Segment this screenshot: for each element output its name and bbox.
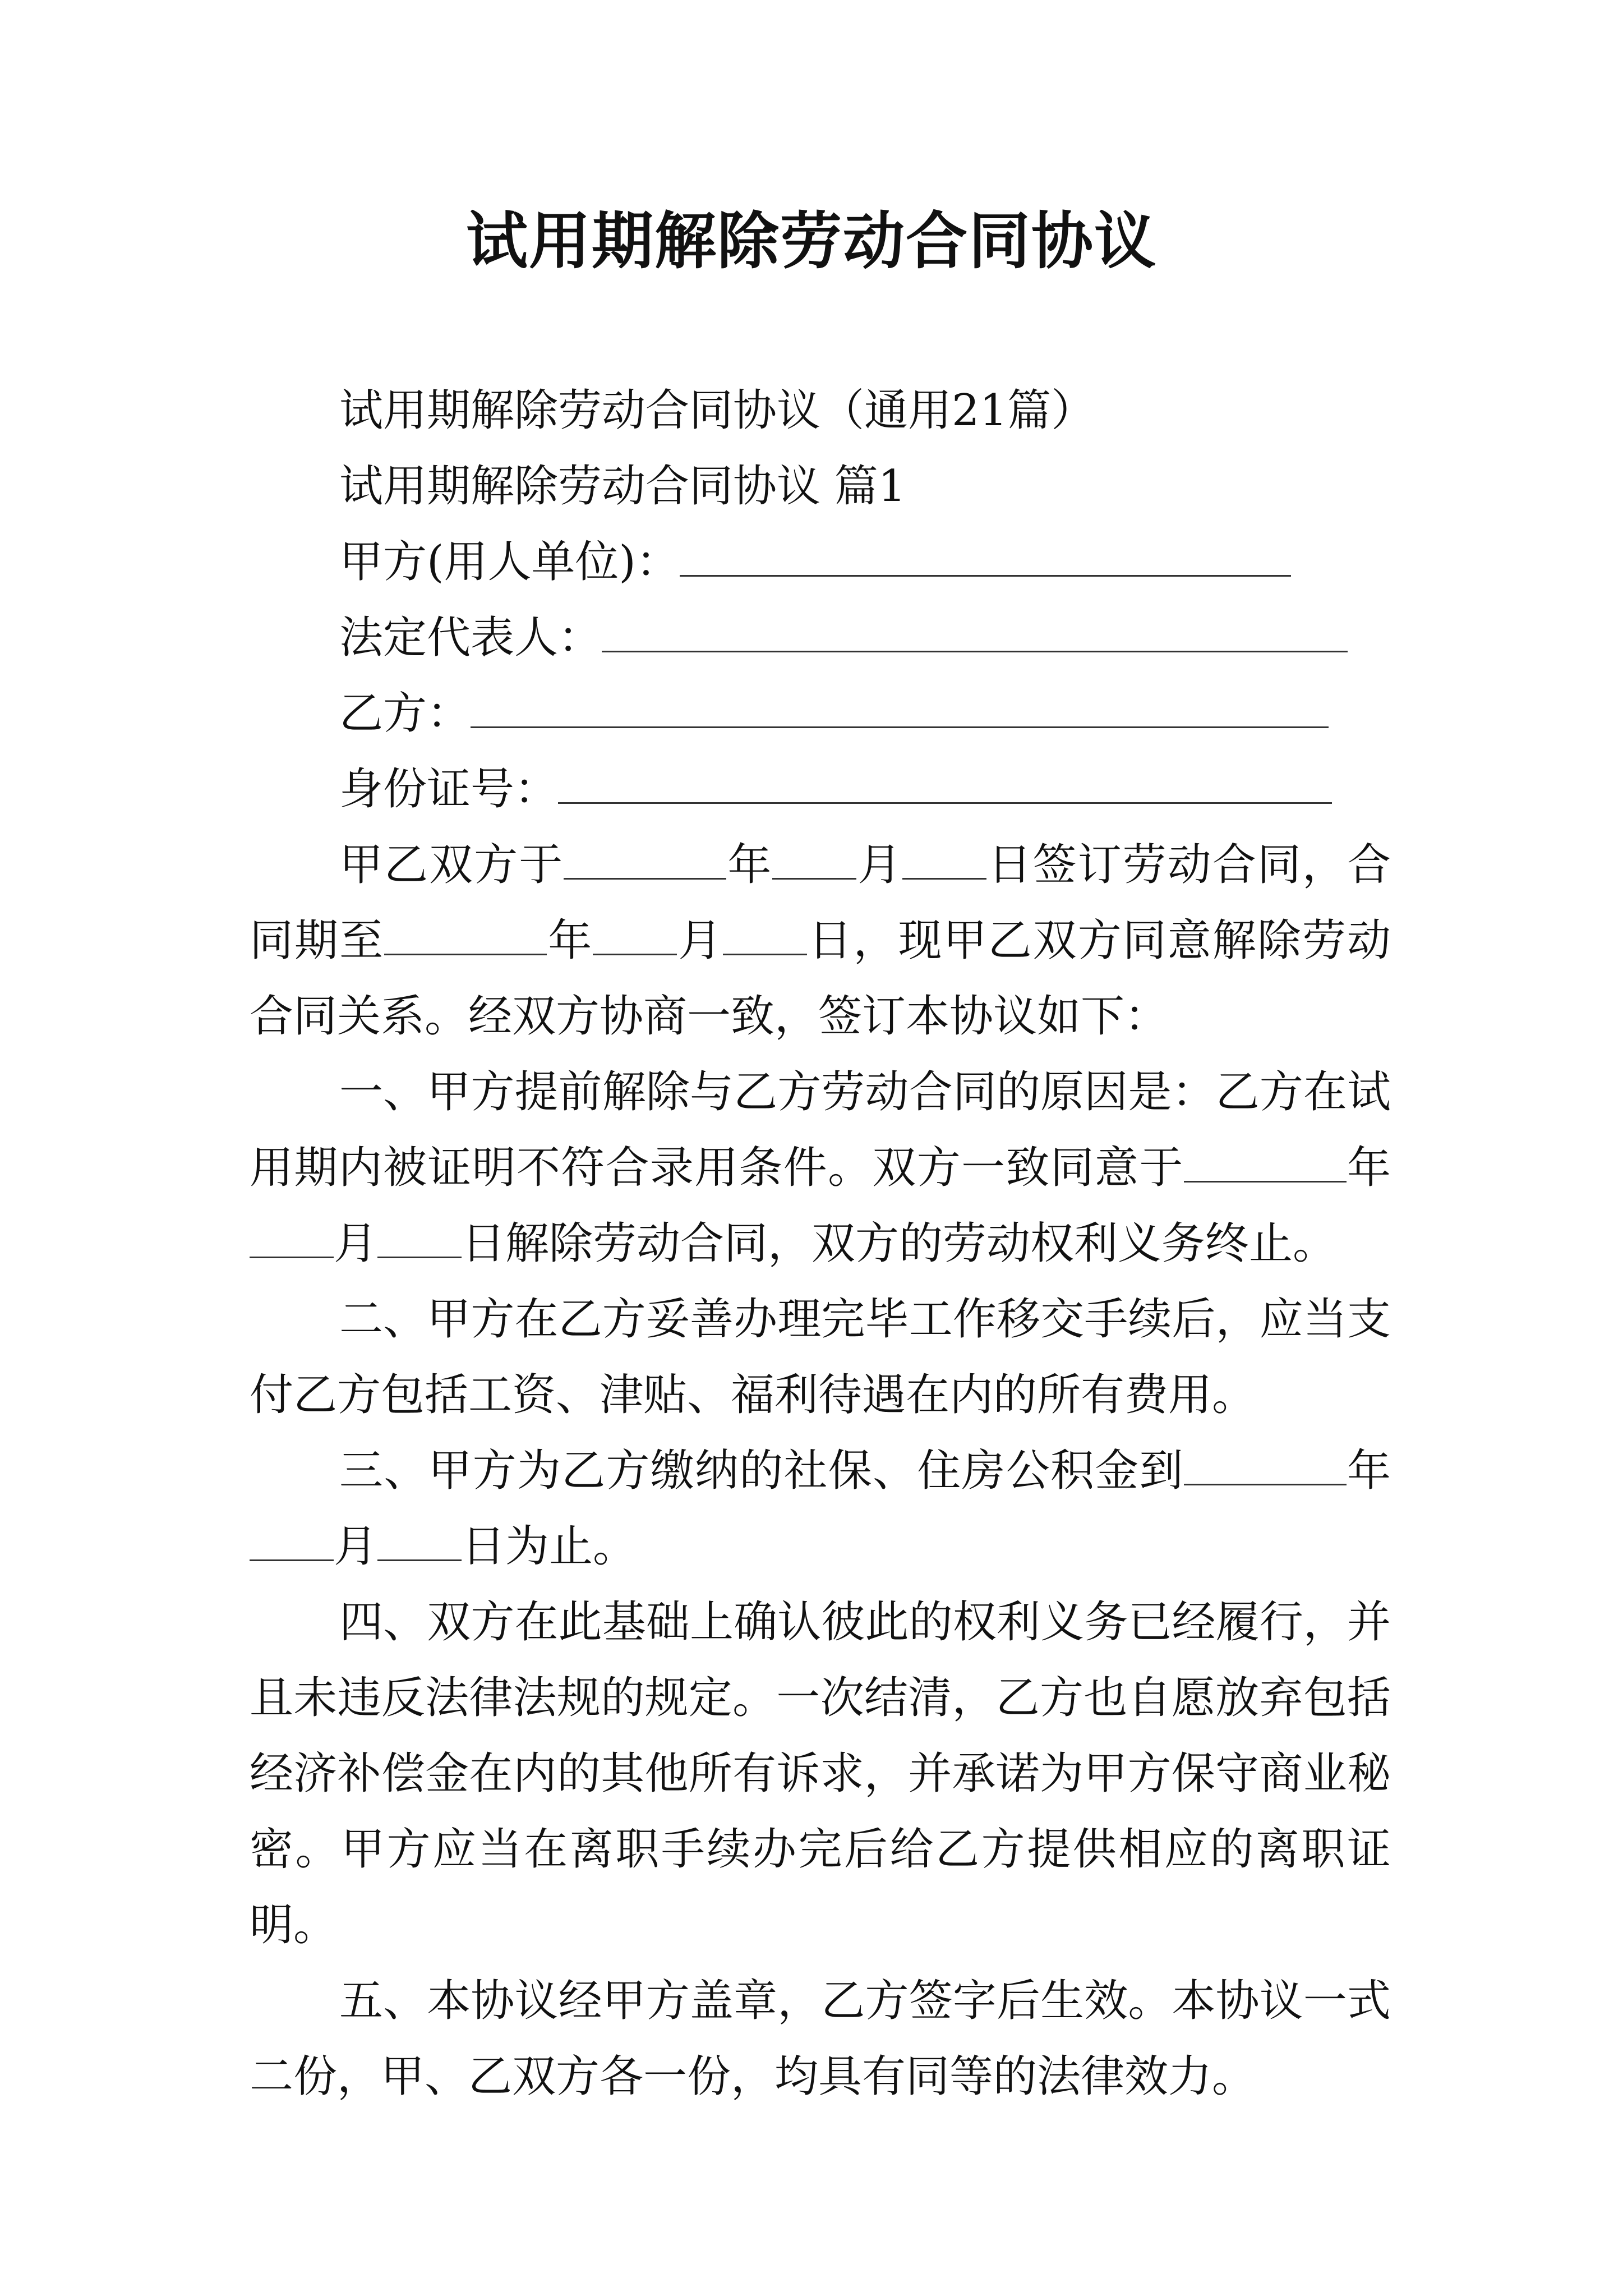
clause-1-text-2: 年 bbox=[1346, 1143, 1391, 1193]
termination-day-blank[interactable] bbox=[377, 1217, 462, 1258]
party-a-blank[interactable] bbox=[680, 536, 1291, 577]
insurance-month-blank[interactable] bbox=[250, 1520, 334, 1561]
id-number-label: 身份证号： bbox=[339, 764, 559, 815]
clause-3-paragraph bbox=[250, 1433, 1391, 1585]
intro-text-2: 年 bbox=[726, 840, 773, 890]
sign-year-blank[interactable] bbox=[564, 839, 726, 880]
document-body bbox=[250, 373, 1391, 2115]
intro-text-5: 年 bbox=[547, 915, 593, 966]
intro-text-4: 日签订劳动合同，合同期至 bbox=[250, 840, 1391, 966]
insurance-day-blank[interactable] bbox=[377, 1520, 462, 1561]
party-b-blank[interactable] bbox=[471, 687, 1329, 728]
term-day-blank[interactable] bbox=[723, 914, 807, 955]
clause-1-text-3: 月 bbox=[334, 1218, 378, 1269]
term-month-blank[interactable] bbox=[593, 914, 677, 955]
sign-month-blank[interactable] bbox=[772, 839, 856, 880]
legal-rep-field bbox=[250, 600, 1391, 676]
term-year-blank[interactable] bbox=[384, 914, 547, 955]
party-b-label: 乙方： bbox=[339, 688, 471, 739]
id-number-field bbox=[250, 752, 1391, 827]
clause-1-paragraph bbox=[250, 1055, 1391, 1282]
insurance-year-blank[interactable] bbox=[1184, 1444, 1347, 1485]
clause-3-text-3: 月 bbox=[334, 1521, 378, 1572]
intro-text-1: 甲乙双方于 bbox=[339, 840, 564, 890]
document-title: 试用期解除劳动合同协议 bbox=[466, 205, 1157, 277]
party-b-field bbox=[250, 676, 1391, 752]
document-subtitle: 试用期解除劳动合同协议（通用21篇） bbox=[339, 385, 1095, 436]
intro-text-6: 月 bbox=[677, 915, 723, 966]
intro-paragraph bbox=[250, 827, 1391, 1055]
clause-5-paragraph: 五、本协议经甲方盖章，乙方签字后生效。本协议一式二份，甲、乙双方各一份，均具有同等的法律效力。 bbox=[250, 1976, 1391, 2102]
section-heading: 试用期解除劳动合同协议 篇1 bbox=[339, 461, 906, 512]
clause-1-text-1: 一、甲方提前解除与乙方劳动合同的原因是：乙方在试用期内被证明不符合录用条件。双方一致同意于 bbox=[250, 1067, 1391, 1193]
id-number-blank[interactable] bbox=[558, 763, 1332, 804]
clause-3-text-2: 年 bbox=[1346, 1446, 1391, 1496]
intro-text-3: 月 bbox=[856, 840, 903, 890]
termination-year-blank[interactable] bbox=[1184, 1142, 1347, 1182]
intro-text-7: 日，现甲乙双方同意解除劳动合同关系。经双方协商一致，签订本协议如下： bbox=[250, 915, 1391, 1042]
sign-day-blank[interactable] bbox=[902, 839, 986, 880]
clause-2-paragraph: 二、甲方在乙方妥善办理完毕工作移交手续后，应当支付乙方包括工资、津贴、福利待遇在内的所有费用。 bbox=[250, 1294, 1391, 1420]
clause-3-text-1: 三、甲方为乙方缴纳的社保、住房公积金到 bbox=[339, 1446, 1184, 1496]
clause-4-paragraph: 四、双方在此基础上确认彼此的权利义务已经履行，并且未违反法律法规的规定。一次结清，乙方也自愿放弃包括经济补偿金在内的其他所有诉求，并承诺为甲方保守商业秘密。甲方应当在离职手续办完后给乙方提供相应的离职证明。 bbox=[250, 1597, 1391, 1950]
legal-rep-label: 法定代表人： bbox=[339, 613, 602, 663]
clause-3-text-4: 日为止。 bbox=[462, 1521, 637, 1572]
legal-rep-blank[interactable] bbox=[602, 611, 1348, 652]
party-a-label: 甲方(用人单位)： bbox=[339, 537, 680, 587]
clause-1-text-4: 日解除劳动合同，双方的劳动权利义务终止。 bbox=[462, 1218, 1337, 1269]
party-a-field bbox=[250, 524, 1391, 600]
termination-month-blank[interactable] bbox=[250, 1217, 334, 1258]
